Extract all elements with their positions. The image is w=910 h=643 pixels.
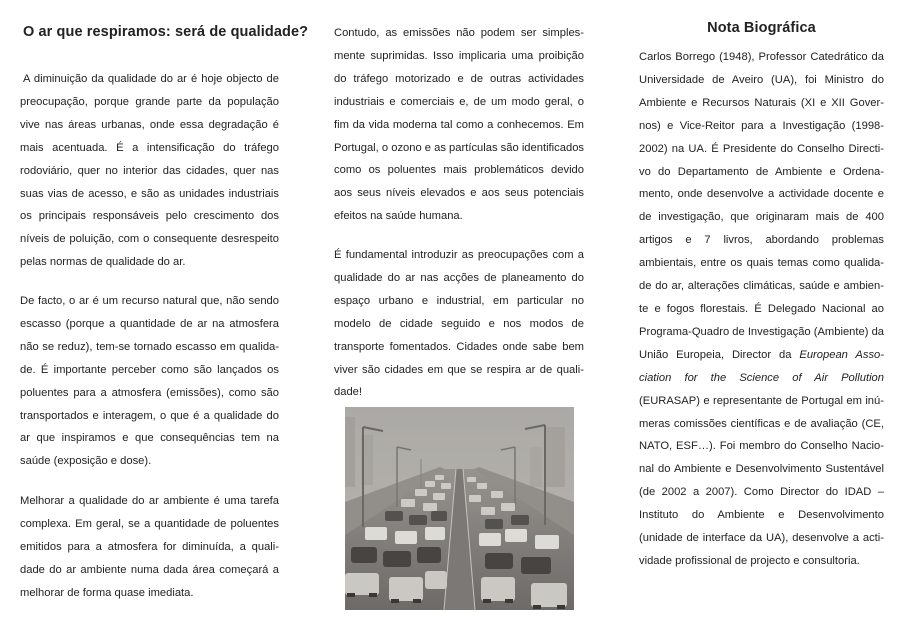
paragraph-1: A diminuição da qualidade do ar é hoje objecto de preocupação, porque grande parte da população vive nas áreas urbanas, onde essa degradação é mais acentuada. É a intensificação do tráfego rodoviário, quer no interior das cidades, quer nas suas vias de acesso, e são as unidades industriais os principais responsáveis pelo crescimento dos níveis de poluição, com o consequente desrespeito pelas normas de qualidade do ar. [20,73,279,269]
article-title: O ar que respiramos: será de qualidade? [23,24,309,40]
paragraph-3: Melhorar a qualidade do ar ambiente é uma tarefa complexa. Em geral, se a quantidade de poluentes emitidos para a atmosfera for diminuída, a qualidade do ar ambiente numa dada área começará a melhorar de forma quase imediata. [20,495,279,599]
paragraph-5: É fundamental introduzir as preocupações com a qualidade do ar nas acções de planeamento do espaço urbano e industrial, em particular no modelo de cidade seguido e nos modos de transporte fomentados. Cidades onde sabe bem viver são cidades em que se respira ar de qualidade! [334,249,584,399]
bio-text-a: Carlos Borrego (1948), Professor Catedrático da Universidade de Aveiro (UA), foi Ministro do Ambiente e Recursos Naturais (XI e XII Governos) e Vice-Reitor para a Investigação (1998-2002) na UA. É Presidente do Conselho Directivo do Departamento de Ambiente e Ordenamento, onde desenvolve a actividade docente e de investigação, que originaram mais de 400 artigos e 7 livros, abordando problemas ambientais, entre os quais temas como qualidade do ar, alterações climáticas, saúde e ambiente e fogos florestais. É Delegado Nacional ao Programa-Quadro de Investigação (Ambiente) da União Europeia, Director da [639,51,885,361]
paragraph-2: De facto, o ar é um recurso natural que, não sendo escasso (porque a quantidade de ar na atmosfera não se reduz), tem-se tornado escasso em qualidade. É importante perceber como são lançados os poluentes para a atmosfera (emissões), como são transportados e interagem, o que é a qualidade do ar que inspiramos e que consequências tem na saúde (exposição e dose). [20,295,279,468]
bio-association-name: European Association for the Science of Air Pollution [639,348,884,384]
bio-title: Nota Biográfica [707,20,816,36]
traffic-smog-photo [345,407,574,610]
paragraph-4: Contudo, as emissões não podem ser simplesmente suprimidas. Isso implicaria uma proibição do tráfego motorizado e de outras actividades industriais e comerciais e, de um modo geral, o fim da vida moderna tal como a conhecemos. Em Portugal, o ozono e as partículas são identificados como os poluentes mais problemáticos devido aos seus níveis elevados e aos seus potenciais efeitos na saúde humana. [334,27,585,223]
bio-paragraph [639,46,884,573]
bio-text-b: (EURASAP) e representante de Portugal em inúmeras comissões científicas e de avaliação (CE, NATO, ESF…). Foi membro do Conselho Nacional do Ambiente e Desenvolvimento Sustentável (de 2002 a 2007). Como Director do IDAD – Instituto do Ambiente e Desenvolvimento (unidade de interface da UA), desenvolve a actividade profissional de projecto e consultoria. [639,394,884,567]
